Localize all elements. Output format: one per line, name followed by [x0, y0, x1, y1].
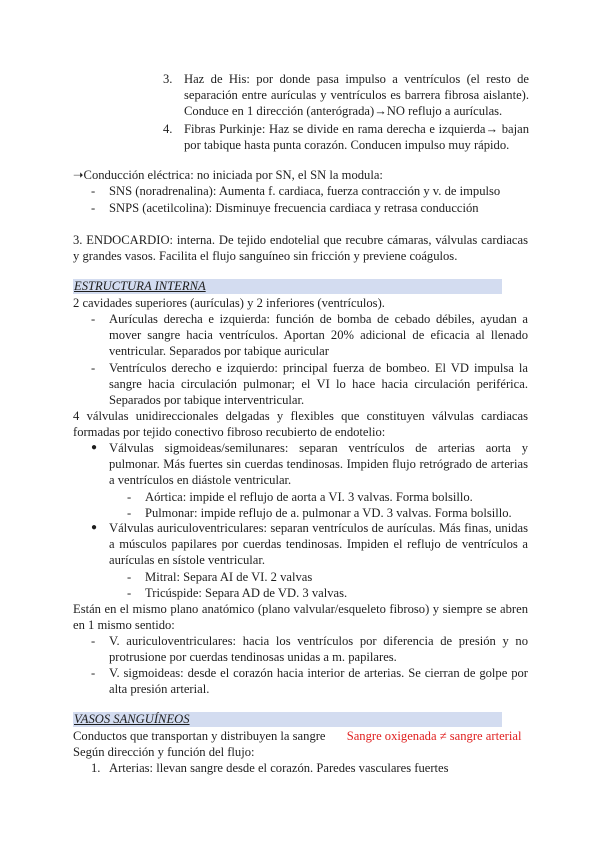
list-text: Ventrículos derecho e izquierdo: principal fuerza de bombeo. El VD impulsa la sangre hacia circulación pulmonar; el VI lo hace hacia circulación periférica. Separados por tabique interventricular.: [109, 361, 528, 407]
list-item-v-sigmoideas: [91, 665, 528, 697]
paragraph-endocardio: 3. ENDOCARDIO: interna. De tejido endotelial que recubre cámaras, válvulas cardiacas y grandes vasos. Facilita el flujo sanguíneo sin fricción y previene coágulos.: [73, 233, 528, 263]
dash-marker: -: [91, 361, 96, 375]
section-heading-estructura-interna: ESTRUCTURA INTERNA: [73, 279, 502, 294]
list-text: Aurículas derecha e izquierda: función de bomba de cebado débiles, ayudan a mover sangre hacia ventrículos. Aportan 20% adicional de eficacia al llenado ventricular. Separados por tabique auricular: [109, 312, 528, 358]
conductos-text: Conductos que transportan y distribuyen la sangre: [73, 729, 326, 743]
list-item-pulmonar: [127, 505, 527, 521]
dash-marker: -: [91, 184, 96, 198]
dash-marker: -: [127, 570, 132, 584]
list-item-auriculas: [91, 311, 528, 359]
bullet-marker: ●: [91, 522, 98, 533]
paragraph-conductos: [73, 728, 528, 744]
list-text: SNS (noradrenalina): Aumenta f. cardiaca, fuerza contracción y v. de impulso: [109, 184, 501, 198]
dash-marker: -: [91, 312, 96, 326]
list-item-valvulas-sigmoideas: [91, 440, 528, 488]
list-item-sns: [91, 183, 521, 199]
paragraph-valvulas-intro: 4 válvulas unidireccionales delgadas y flexibles que constituyen válvulas cardiacas formadas por tejido conectivo fibroso recubierto de endotelio:: [73, 409, 528, 439]
list-item-snps: [91, 200, 521, 216]
list-text: V. sigmoideas: desde el corazón hacia interior de arterias. Se cierran de golpe por alta presión arterial.: [109, 666, 528, 696]
list-text: Arterias: llevan sangre desde el corazón. Paredes vasculares fuertes: [109, 761, 449, 775]
list-text: Válvulas auriculoventriculares: separan ventrículos de aurículas. Más finas, unidas a músculos papilares por cuerdas tendinosas. Impiden el reflujo de ventrículos a aurículas en sístole ventricular.: [109, 521, 528, 567]
list-number: 3.: [163, 72, 173, 86]
list-item-haz-de-his: [163, 71, 529, 119]
list-item-arterias: [91, 760, 528, 776]
list-text: Fibras Purkinje: Haz se divide en rama derecha e izquierda→ bajan por tabique hasta punta corazón. Conducen impulso muy rápido.: [184, 122, 529, 152]
paragraph-conduccion: ➝Conducción eléctrica: no iniciada por SN, el SN la modula:: [73, 168, 383, 182]
list-number: 4.: [163, 122, 173, 136]
bullet-marker: ●: [91, 442, 98, 453]
list-text: Válvulas sigmoideas/semilunares: separan ventrículos de arterias aorta y pulmonar. Más fuertes sin cuerdas tendinosas. Impiden flujo retrógrado de arterias a ventrículos en diástole ventricular.: [109, 441, 528, 487]
paragraph-cavidades: 2 cavidades superiores (aurículas) y 2 inferiores (ventrículos).: [73, 296, 385, 310]
list-item-v-auriculoventriculares: [91, 633, 528, 665]
section-heading-vasos-sanguineos: VASOS SANGUÍNEOS: [73, 712, 502, 727]
list-number: 1.: [91, 761, 101, 775]
list-text: Pulmonar: impide reflujo de a. pulmonar a VD. 3 valvas. Forma bolsillo.: [145, 506, 512, 520]
dash-marker: -: [127, 490, 132, 504]
list-text: Mitral: Separa AI de VI. 2 valvas: [145, 570, 313, 584]
list-item-mitral: [127, 569, 527, 585]
list-item-valvulas-auriculoventriculares: [91, 520, 528, 568]
list-text: Aórtica: impide el reflujo de aorta a VI. 3 valvas. Forma bolsillo.: [145, 490, 473, 504]
list-item-ventriculos: [91, 360, 528, 408]
dash-marker: -: [91, 201, 96, 215]
list-text: V. auriculoventriculares: hacia los ventrículos por diferencia de presión y no protrusione por cuerdas tendinosas unidas a m. papilares.: [109, 634, 528, 664]
list-text: Haz de His: por donde pasa impulso a ventrículos (el resto de separación entre aurículas y ventrículos es barrera fibrosa aislante). Conduce en 1 dirección (anterógrada)→NO reflujo a aurículas.: [184, 72, 529, 118]
dash-marker: -: [127, 506, 132, 520]
dash-marker: -: [91, 666, 96, 680]
list-text: Tricúspide: Separa AD de VD. 3 valvas.: [145, 586, 348, 600]
paragraph-plano-valvular: Están en el mismo plano anatómico (plano valvular/esqueleto fibroso) y siempre se abren en 1 mismo sentido:: [73, 602, 528, 632]
list-item-aortica: [127, 489, 527, 505]
list-item-fibras-purkinje: [163, 121, 529, 153]
red-note: Sangre oxigenada ≠ sangre arterial: [346, 729, 522, 743]
list-text: SNPS (acetilcolina): Disminuye frecuencia cardiaca y retrasa conducción: [109, 201, 479, 215]
dash-marker: -: [127, 586, 132, 600]
dash-marker: -: [91, 634, 96, 648]
list-item-tricuspide: [127, 585, 527, 601]
paragraph-segun-direccion: Según dirección y función del flujo:: [73, 745, 255, 759]
